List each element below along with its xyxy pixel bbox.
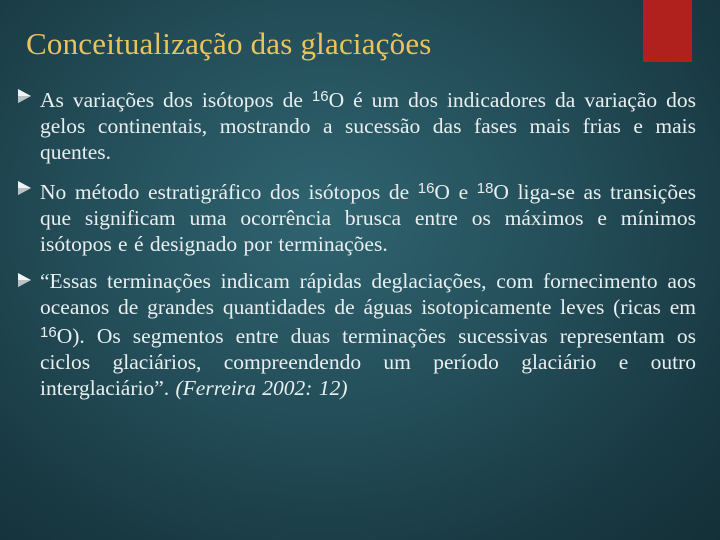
bullet-item-1	[16, 84, 696, 165]
isotope-superscript: 18	[476, 180, 494, 197]
isotope-superscript: 16	[311, 88, 329, 105]
triangle-bullet-icon	[16, 180, 32, 196]
bullet-item-2	[16, 176, 696, 257]
triangle-bullet-icon	[16, 272, 32, 288]
citation: (Ferreira 2002: 12)	[175, 376, 348, 400]
isotope-superscript: 16	[417, 180, 435, 197]
bullet-item-3	[16, 268, 696, 401]
isotope-superscript: 16	[40, 324, 57, 341]
triangle-bullet-icon	[16, 88, 32, 104]
bullet-list	[16, 84, 696, 412]
slide-title: Conceitualização das glaciações	[26, 26, 432, 61]
bullet-text: No método estratigráfico dos isótopos de $^{16}$O e $^{18}$O liga-se as transições que significam uma ocorrência brusca entre os máximos e mínimos isótopos e é designado por terminações.	[40, 180, 696, 256]
bullet-text: “Essas terminações indicam rápidas deglaciações, com fornecimento aos oceanos de grandes quantidades de águas isotopicamente leves (ricas em $^{16}$O). Os segmentos entre duas terminações sucessivas representam os ciclos glaciários, compreendendo um período glaciário e outro interglaciário”. (Ferreira 2002: 12)	[40, 269, 696, 400]
accent-bar	[643, 0, 692, 62]
bullet-text: As variações dos isótopos de $^{16}$O é um dos indicadores da variação dos gelos continentais, mostrando a sucessão das fases mais frias e mais quentes.	[40, 88, 696, 164]
